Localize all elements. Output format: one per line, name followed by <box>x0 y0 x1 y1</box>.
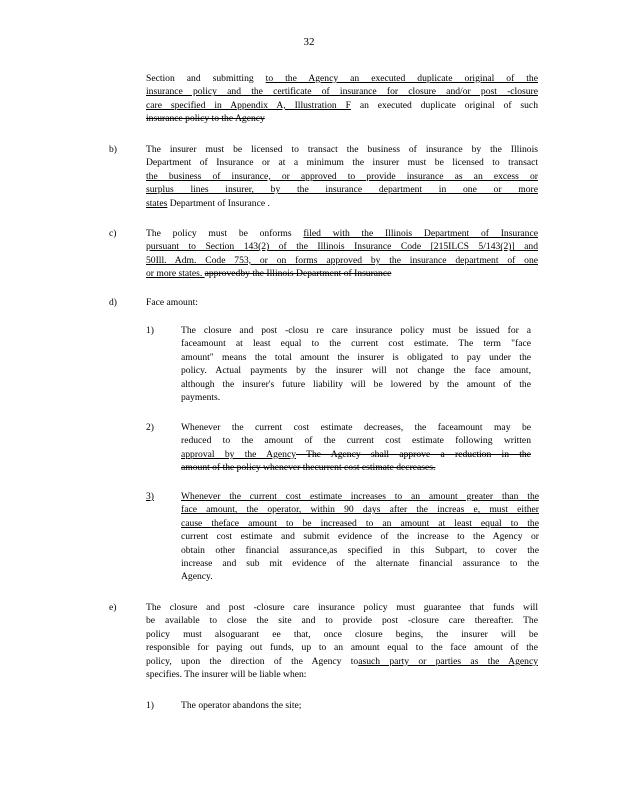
item-d2-label: 2) <box>146 422 154 433</box>
text-line <box>146 668 538 681</box>
text-line <box>181 364 531 377</box>
text-run: obtain other financial assurance,as specified in this Subpart, to cover the <box>181 544 539 556</box>
text-line <box>181 461 531 474</box>
text-line <box>181 517 539 530</box>
text-run: amount of the policy whenever thecurrent cost estimate decreases. <box>181 462 436 474</box>
text-run: policy. Actual payments by the insurer will not change the face amount, <box>181 365 531 377</box>
text-line <box>146 156 538 169</box>
text-line <box>146 254 538 267</box>
text-run: Section and submitting <box>146 73 266 84</box>
text-run: Whenever the current cost estimate increases to an amount greater than the <box>181 491 539 502</box>
text-run: Department of Insurance or at a minimum the insurer must be licensed to transact <box>146 157 538 169</box>
text-line <box>181 351 531 364</box>
text-line <box>181 530 539 543</box>
text-line <box>146 143 538 156</box>
text-run: The policy must be onforms <box>146 228 304 239</box>
item-d3-label: 3) <box>146 491 154 502</box>
text-line <box>181 421 531 434</box>
item-e1-text: The operator abandons the site; <box>181 700 302 711</box>
text-run: or more states. <box>146 268 205 280</box>
text-run: policy must alsoguarant ee that, once closure begins, the insurer will be <box>146 628 538 640</box>
text-run: cause theface amount to be increased to an amount at least equal to the <box>181 517 539 529</box>
text-line <box>181 391 531 404</box>
text-run: responsible for paying out funds, up to an amount equal to the face amount of the <box>146 642 538 654</box>
text-run: faceamount at least equal to the current cost estimate. The term "face <box>181 338 531 350</box>
text-run: states <box>146 197 168 209</box>
text-run: to the Agency an executed duplicate original of the <box>265 73 538 84</box>
text-line <box>181 503 539 516</box>
text-run: filed with the Illinois Department of Insurance <box>303 228 538 239</box>
text-line <box>181 490 539 503</box>
text-run: the business of insurance, or approved to provide insurance as an excess or <box>146 170 538 182</box>
text-run: surplus lines insurer, by the insurance department in one or more <box>146 184 538 196</box>
text-line <box>146 183 538 196</box>
text-run: approval by the Agency <box>181 448 297 460</box>
text-line <box>146 99 538 112</box>
item-d3-text <box>181 490 539 584</box>
text-run: insurance policy to the Agency <box>146 113 265 125</box>
text-line <box>181 570 539 583</box>
text-line <box>146 72 538 85</box>
text-line <box>146 628 538 641</box>
text-run: asuch party or parties as the Agency <box>358 655 539 667</box>
text-line <box>181 544 539 557</box>
text-line <box>146 601 538 614</box>
text-line <box>146 267 538 280</box>
text-line <box>181 448 531 461</box>
item-e-text <box>146 601 538 681</box>
text-run: reduced to the amount of the current cost estimate following written <box>181 435 531 447</box>
item-e-label: e) <box>109 602 117 613</box>
text-line <box>181 434 531 447</box>
item-b-label: b) <box>109 144 117 155</box>
text-run: an executed duplicate original of such <box>350 99 538 111</box>
text-line <box>146 85 538 98</box>
text-run: approvedby the Illinois Department of Insurance <box>204 268 392 280</box>
item-d1-text <box>181 324 531 404</box>
text-run: The closure and post -closu re care insurance policy must be issued for a <box>181 325 531 336</box>
item-b-text <box>146 143 538 210</box>
text-run: face amount, the operator, within 90 days after the increas e, must either <box>181 504 539 516</box>
text-line <box>146 170 538 183</box>
text-line <box>146 655 538 668</box>
text-run: payments. <box>181 392 221 404</box>
text-line <box>146 112 538 125</box>
item-d2-text <box>181 421 531 475</box>
text-run: 50Ill. Adm. Code 753, or on forms approved by the insurance department of one <box>146 254 538 266</box>
text-run: Department of Insurance . <box>167 197 270 209</box>
intro-paragraph <box>146 72 538 126</box>
text-run: increase and sub mit evidence of the alternate financial assurance to the <box>181 558 539 570</box>
text-line <box>146 614 538 627</box>
text-run: care specified in Appendix A, Illustration F <box>146 99 351 111</box>
text-run: Whenever the current cost estimate decreases, the faceamount may be <box>181 422 531 433</box>
item-e1-label: 1) <box>146 700 154 711</box>
text-run: current cost estimate and submit evidence of the increase to the Agency or <box>181 531 539 543</box>
text-run: The insurer must be licensed to transact the business of insurance by the Illinois <box>146 144 538 155</box>
item-c-label: c) <box>109 228 117 239</box>
item-c-text <box>146 227 538 281</box>
text-line <box>181 378 531 391</box>
text-run: although the insurer's future liability will be lowered by the amount of the <box>181 378 531 390</box>
text-line <box>181 557 539 570</box>
text-line <box>146 641 538 654</box>
text-line <box>181 337 531 350</box>
text-run: Agency. <box>181 571 213 583</box>
item-d1-label: 1) <box>146 325 154 336</box>
text-run: amount" means the total amount the insurer is obligated to pay under the <box>181 351 531 363</box>
page-number: 32 <box>303 36 315 48</box>
text-line <box>181 324 531 337</box>
text-line <box>146 227 538 240</box>
text-line <box>146 197 538 210</box>
text-run: pursuant to Section 143(2) of the Illinois Insurance Code [215ILCS 5/143(2)] and <box>146 241 538 253</box>
text-run: policy, upon the direction of the Agency to <box>146 655 359 667</box>
text-run: specifies. The insurer will be liable when: <box>146 669 307 681</box>
item-d-label: d) <box>109 297 117 308</box>
text-run: The Agency shall approve a reduction in the <box>296 448 531 460</box>
item-d-title: Face amount: <box>146 297 198 308</box>
text-run: be available to close the site and to provide post -closure care thereafter. The <box>146 615 538 627</box>
text-run: The closure and post -closure care insurance policy must guarantee that funds will <box>146 602 538 613</box>
text-line <box>146 240 538 253</box>
text-run: insurance policy and the certificate of insurance for closure and/or post -closure <box>146 86 538 98</box>
